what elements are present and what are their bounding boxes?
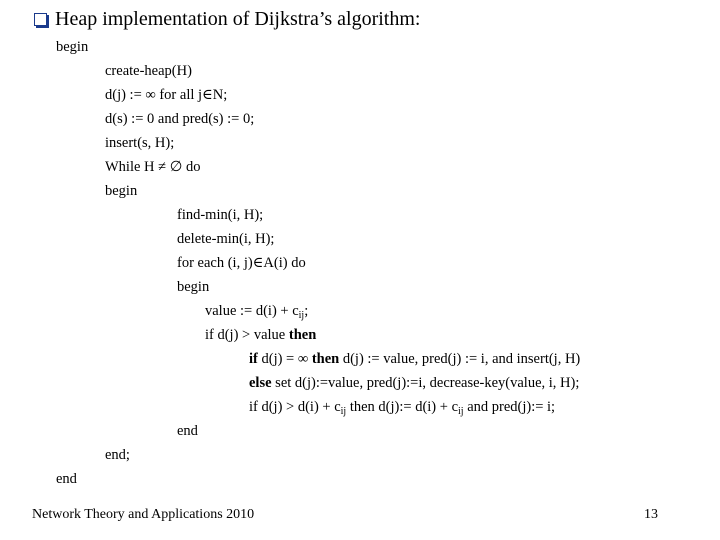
code-line-end-for: end bbox=[177, 423, 198, 439]
value-subscript: ij bbox=[298, 310, 305, 321]
code-line-begin-for: begin bbox=[177, 279, 210, 295]
code-line-create-heap: create-heap(H) bbox=[105, 63, 192, 79]
value-text: value := d(i) + c bbox=[205, 303, 299, 319]
code-line-delete-min: delete-min(i, H); bbox=[177, 231, 275, 247]
if-update-b: then d(j):= d(i) + c bbox=[346, 399, 458, 415]
code-line-value bbox=[205, 302, 308, 320]
if-update-sub1: ij bbox=[340, 406, 347, 417]
if-update-a: if d(j) > d(i) + c bbox=[249, 399, 341, 415]
if-update-c: and pred(j):= i; bbox=[463, 399, 556, 415]
checkbox-bullet-icon bbox=[34, 13, 47, 26]
then-keyword-2: then bbox=[311, 351, 340, 367]
if-value-text: if d(j) > value bbox=[205, 327, 289, 343]
code-line-for-each: for each (i, j)∈A(i) do bbox=[177, 255, 306, 271]
code-line-begin-while: begin bbox=[105, 183, 138, 199]
page-number: 13 bbox=[644, 507, 658, 522]
else-keyword: else bbox=[249, 375, 272, 391]
footer-text: Network Theory and Applications 2010 bbox=[32, 507, 255, 522]
code-line-init-source: d(s) := 0 and pred(s) := 0; bbox=[105, 111, 255, 127]
code-line-if-infinity bbox=[249, 350, 580, 368]
if-keyword: if bbox=[249, 351, 258, 367]
code-line-while: While H ≠ ∅ do bbox=[105, 159, 201, 175]
code-line-if-value bbox=[205, 326, 316, 344]
title-text: Heap implementation of Dijkstra’s algorithm: bbox=[55, 8, 421, 30]
code-line-end-outer: end bbox=[56, 471, 77, 487]
code-line-insert-source: insert(s, H); bbox=[105, 135, 175, 151]
if-infinity-action: d(j) := value, pred(j) := i, and insert(j, H) bbox=[339, 351, 581, 367]
value-end: ; bbox=[304, 303, 309, 319]
slide-title bbox=[34, 8, 420, 31]
then-keyword: then bbox=[288, 327, 317, 343]
else-action: set d(j):=value, pred(j):=i, decrease-key(value, i, H); bbox=[271, 375, 580, 391]
if-update-sub2: ij bbox=[458, 406, 464, 417]
code-line-end-while: end; bbox=[105, 447, 130, 463]
code-line-begin-outer: begin bbox=[56, 39, 89, 55]
code-line-find-min: find-min(i, H); bbox=[177, 207, 264, 223]
code-line-init-d: d(j) := ∞ for all j∈N; bbox=[105, 87, 228, 103]
code-line-else bbox=[249, 374, 579, 392]
code-line-if-update bbox=[249, 398, 555, 416]
if-infinity-cond: d(j) = ∞ bbox=[257, 351, 312, 367]
